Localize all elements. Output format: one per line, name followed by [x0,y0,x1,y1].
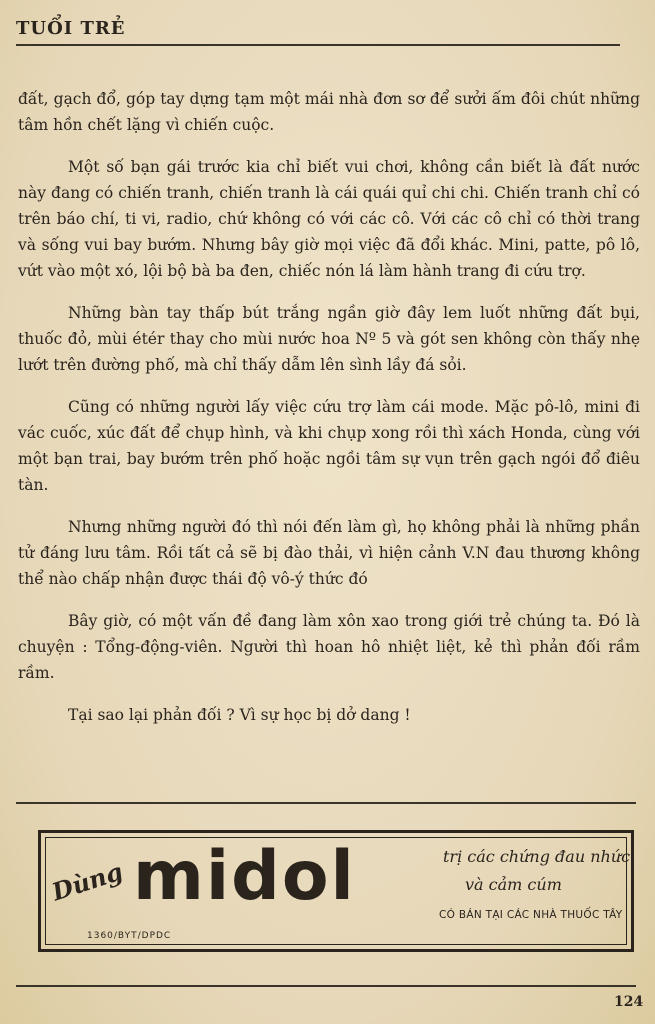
ad-tagline-1: trị các chứng đau nhức [443,847,631,866]
paragraph: đất, gạch đổ, góp tay dựng tạm một mái nhà đơn sơ để sưởi ấm đôi chút những tâm hồn chết lặng vì chiến cuộc. [18,90,640,134]
ad-tagline-2: và cảm cúm [465,875,562,894]
ad-availability: CÓ BÁN TẠI CÁC NHÀ THUỐC TÂY [439,909,623,921]
page-number: 124 [614,994,644,1010]
paragraph: Bây giờ, có một vấn đề đang làm xôn xao trong giới trẻ chúng ta. Đó là chuyện : Tổng-động-viên. Người thì hoan hô nhiệt liệt, kẻ thì phản đối rầm rầm. [18,612,640,682]
paragraph: Tại sao lại phản đối ? Vì sự học bị dở dang ! [68,706,411,724]
ad-prefix: Dùng [48,856,127,907]
ad-brand-name: midol [133,837,356,916]
paragraph: Những bàn tay thấp bút trắng ngần giờ đây lem luốt những đất bụi, thuốc đỏ, mùi étér thay cho mùi nước hoa Nº 5 và gót sen không còn thấy nhẹ lướt trên đường phố, mà chỉ thấy dẫm lên sình lầy đá sỏi. [18,304,640,374]
magazine-header-title: TUỔI TRẺ [16,18,126,39]
paragraph: Một số bạn gái trước kia chỉ biết vui chơi, không cần biết là đất nước này đang có chiến tranh, chiến tranh là cái quái quỉ chi chi. Chiến tranh chỉ có trên báo chí, ti vi, radio, chứ không có với các cô. Với các cô chỉ có thời trang và sống vui bay bướm. Nhưng bây giờ mọi việc đã đổi khác. Mini, patte, pô lô, vứt vào một xó, lội bộ bà ba đen, chiếc nón lá làm hành trang đi cứu trợ. [18,158,640,280]
paragraph: Cũng có những người lấy việc cứu trợ làm cái mode. Mặc pô-lô, mini đi vác cuốc, xúc đất để chụp hình, và khi chụp xong rồi thì xách Honda, cùng với một bạn trai, bay bướm trên phố hoặc ngồi tâm sự vụn trên gạch ngói đổ điêu tàn. [18,398,640,494]
ad-separator-rule [16,802,636,804]
footer-rule [16,985,636,987]
paragraph: Nhưng những người đó thì nói đến làm gì, họ không phải là những phần tử đáng lưu tâm. Rồi tất cả sẽ bị đào thải, vì hiện cảnh V.N đau thương không thể nào chấp nhận được thái độ vô-ý thức đó [18,518,640,588]
header-rule [16,44,620,46]
ad-registration-code: 1360/BYT/DPDC [87,931,172,941]
midol-advertisement [38,830,634,952]
article-body [18,86,640,744]
